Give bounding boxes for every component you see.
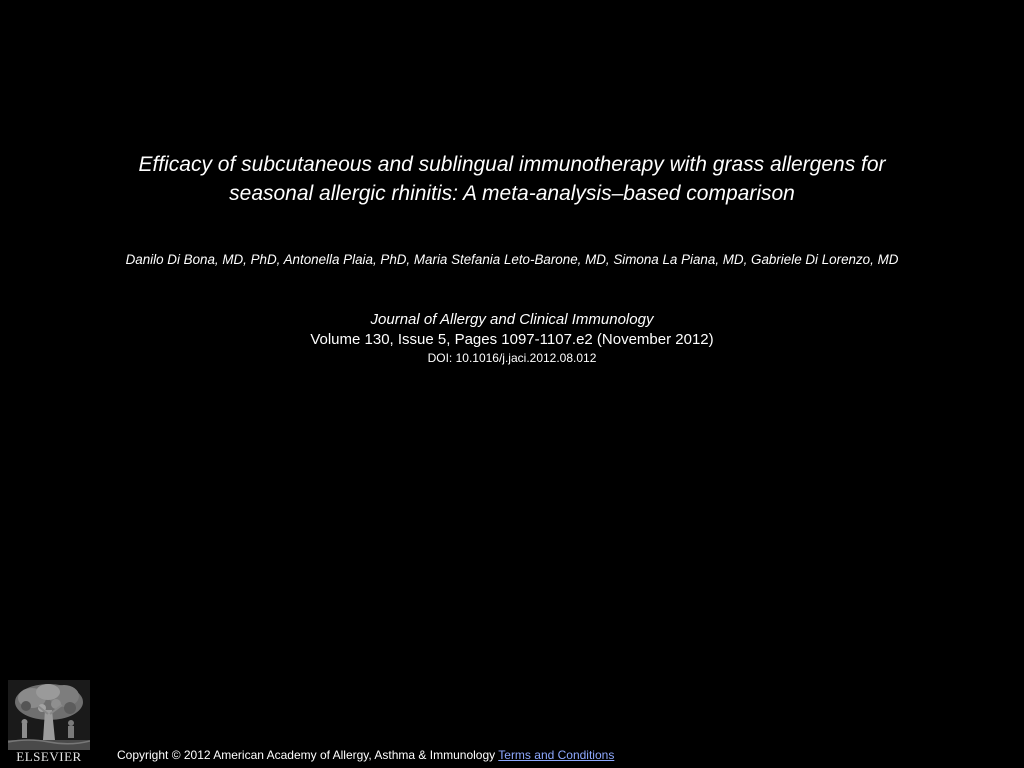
article-title-line-1: Efficacy of subcutaneous and sublingual immunotherapy with grass allergens for xyxy=(138,153,886,176)
journal-name: Journal of Allergy and Clinical Immunology xyxy=(370,311,654,328)
article-title xyxy=(40,150,984,208)
copyright-text: Copyright © 2012 American Academy of Allergy, Asthma & Immunology xyxy=(117,748,499,762)
footer-copyright xyxy=(117,747,614,763)
terms-and-conditions-link[interactable]: Terms and Conditions xyxy=(498,748,615,762)
citation-block xyxy=(100,310,924,366)
doi: DOI: 10.1016/j.jaci.2012.08.012 xyxy=(427,351,597,365)
volume-info: Volume 130, Issue 5, Pages 1097-1107.e2 (November 2012) xyxy=(310,331,714,348)
article-authors: Danilo Di Bona, MD, PhD, Antonella Plaia, PhD, Maria Stefania Leto-Barone, MD, Simona La Piana, MD, Gabriele Di Lorenzo, MD xyxy=(125,252,899,267)
article-title-line-2: seasonal allergic rhinitis: A meta-analysis–based comparison xyxy=(229,182,795,205)
publisher-name: ELSEVIER xyxy=(16,749,82,764)
